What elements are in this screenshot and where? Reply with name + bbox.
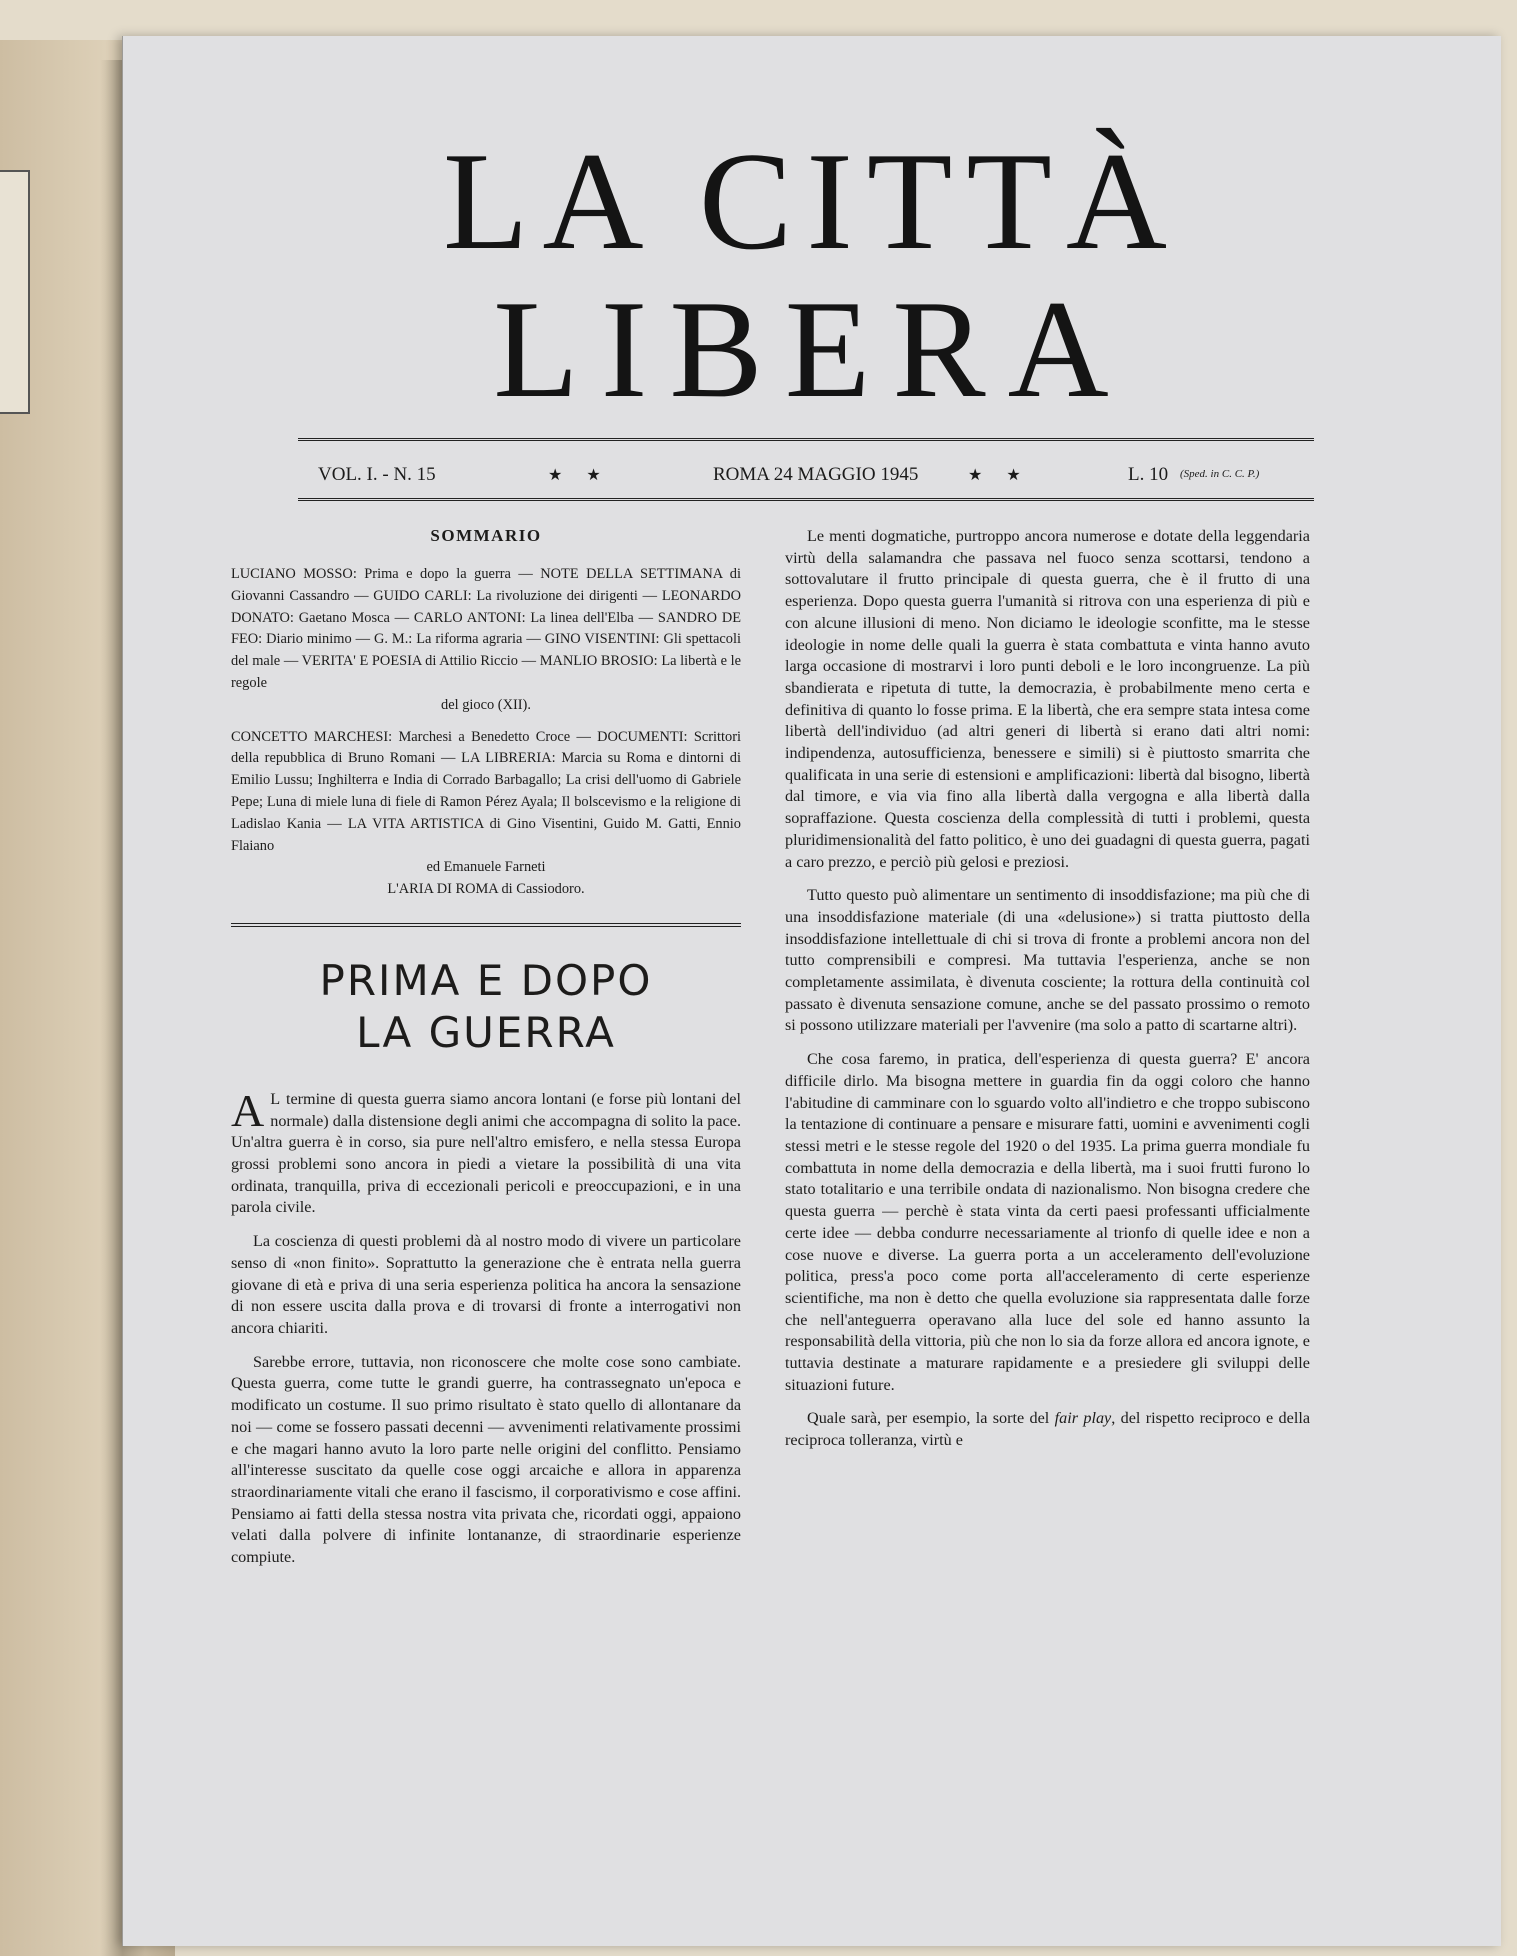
drop-cap: A: [231, 1084, 265, 1136]
sommario-p1-end: del gioco (XII).: [441, 696, 531, 713]
sommario-paragraph-1: [231, 564, 741, 717]
sommario-p2-end1: ed Emanuele Farneti: [426, 859, 546, 876]
r4-start: Quale sarà, per esempio, la sorte del: [807, 1409, 1055, 1428]
article-body-left: [231, 1084, 741, 1569]
article-paragraph-r3: Che cosa faremo, in pratica, dell'esperienza di questa guerra? E' ancora difficile dirlo. Ma bisogna mettere in guardia fin da oggi coloro che hanno l'abitudine di camminare con lo sguardo volto all'indietro e che troppo subiscono la tentazione di continuare a pensare e misurare fatti, uomini e avvenimenti cogli stessi metri e le stesse regole del 1920 o del 1935. La prima guerra mondiale fu combattuta in nome della democrazia e della libertà, ma i suoi frutti furono lo stato totalitario e una terribile ondata di nazionalismo. Non bisogna credere che questa guerra — perchè è stata vinta da certi paesi professanti ufficialmente certe idee — debba condurre necessariamente al trionfo di quelle idee e non a cose nuove e diverse. La guerra porta a un acceleramento dell'evoluzione politica, press'a poco come porta all'acceleramento di certe esperienze scientifiche, ma non è detto che quella evoluzione sia rappresentata dalle forze che nell'anteguerra operavano alla luce del sole ed hanno assunto la responsabilità della vittoria, più che non lo sia da forze allora ed ancora ignote, e tuttavia destinate a maturare rapidamente e a presiedere gli sviluppi delle situazioni future.: [785, 1050, 1310, 1394]
sommario-title: SOMMARIO: [430, 526, 542, 545]
article-title: [231, 955, 741, 1059]
article-title-line1: PRIMA E DOPO: [319, 955, 653, 1005]
right-column: [785, 526, 1310, 1464]
article-paragraph-r2: Tutto questo può alimentare un sentimento di insoddisfazione; ma più che di una insoddisfazione materiale (di una «delusione») si tratta piuttosto della insoddisfazione intellettuale di chi si trova di fronte a problemi ancora non del tutto comprensibili e compresi. Ma tuttavia l'esperienza, anche se non completamente assimilata, è divenuta cosciente; la rottura della continuità col passato è divenuta sensazione comune, anche se del passato prossimo o remoto si possono utilizzare materiali per l'avvenire (ma solo a patto di scartarne altri).: [785, 886, 1310, 1035]
star-ornament-left: ★ ★: [548, 467, 611, 484]
article-paragraph-1: [231, 1084, 741, 1219]
inserted-sheet-edge: [0, 170, 30, 414]
masthead-bottom-rule: [298, 498, 1314, 501]
dateline: [318, 464, 1318, 494]
paragraph-1-text: termine di questa guerra siamo ancora lontani (e forse più lontani del normale) dalla distensione degli animi che accompagna di solito la pace. Un'altra guerra è in corso, sia pure nell'altro emisfero, e nella stessa Europa grossi problemi sono ancora in piedi a vietare la possibilità di una vita ordinata, tranquilla, priva di eccezionali pericoli e preoccupazioni, e in una parola civile.: [231, 1089, 741, 1217]
article-paragraph-3: Sarebbe errore, tuttavia, non riconoscere che molte cose sono cambiate. Questa guerra, come tutte le grandi guerre, ha contrassegnato un'epoca e modificato un costume. Il suo primo risultato è stato quello di allontanare da noi — come se fossero passati decenni — avvenimenti relativamente prossimi e che magari hanno avuto la loro parte nelle origini del conflitto. Pensiamo all'interesse suscitato da quelle cose oggi arcaiche e allora in apparenza straordinariamente vitali che erano il fascismo, il corporativismo e cose affini. Pensiamo ai fatti della stessa nostra vita privata che, ricordati oggi, appaiono velati dalla polvere di infinite lontananze, di straordinarie esperienze compiute.: [231, 1352, 741, 1567]
sommario-paragraph-2: [231, 727, 741, 901]
sommario-p2-text: CONCETTO MARCHESI: Marchesi a Benedetto Croce — DOCUMENTI: Scrittori della repubblica di Bruno Romani — LA LIBRERIA: Marcia su Roma e dintorni di Emilio Lussu; Inghilterra e India di Corrado Barbagallo; La crisi dell'uomo di Gabriele Pepe; Luna di miele luna di fiele di Ramon Pérez Ayala; Il bolscevismo e la religione di Ladislao Kania — LA VITA ARTISTICA di Gino Visentini, Guido M. Gatti, Ennio Flaiano: [231, 728, 741, 854]
price: L. 10: [1128, 464, 1169, 485]
sommario: [231, 526, 741, 901]
article-paragraph-r1: Le menti dogmatiche, purtroppo ancora numerose e dotate della leggendaria virtù della salamandra che passava nel fuoco senza scottarsi, tendono a sottovalutare il frutto principale di questa guerra, che è il frutto di una esperienza. Dopo questa guerra l'umanità si ritrova con una esperienza di più e con alcune illusioni di meno. Non diciamo le ideologie sconfitte, ma le stesse ideologie in nome delle quali la guerra è stata combattuta e vinta hanno avuto larga occasione di mostrarvi i loro punti deboli e le loro incongruenze. La più sbandierata e ripetuta di tutte, la democrazia, è probabilmente meno certa e definitiva di quanto lo fosse prima. E la libertà, che era sempre stata intesa come libertà dell'individuo (ad altri generi di libertà si erano dati altri nomi: indipendenza, autosufficienza, benessere e simili) si è piuttosto smarrita che qualificata in una serie di estensioni e amplificazioni: libertà dal bisogno, libertà dal timore, e via via fino alla libertà dalla vergogna e alla libertà dalla sopraffazione. Questa coscienza della complessità di tutti i problemi, questa pluridimensionalità del fatto politico, è uno dei guadagni di questa guerra, pagati a caro prezzo, e perciò più gelosi e preziosi.: [785, 527, 1310, 871]
r4-italic-term: fair play: [1054, 1409, 1112, 1428]
article-paragraph-r4: [785, 1408, 1310, 1451]
shipping-note: (Sped. in C. C. P.): [1180, 468, 1260, 480]
left-column: [231, 526, 741, 1581]
masthead-top-rule: [298, 438, 1314, 441]
r4-end: , del rispetto reciproco e della reciproca tolleranza, virtù e: [785, 1409, 1311, 1450]
section-separator: [231, 923, 741, 927]
star-ornament-right: ★ ★: [968, 467, 1031, 484]
lead-smallcaps: L: [270, 1089, 282, 1108]
masthead-title-line1: LA CITTÀ: [442, 124, 1182, 279]
sommario-p2-end2: L'ARIA DI ROMA di Cassiodoro.: [387, 881, 585, 898]
newspaper-page: [122, 36, 1501, 1946]
issue-date: ROMA 24 MAGGIO 1945: [713, 464, 919, 485]
article-title-line2: LA GUERRA: [356, 1007, 616, 1057]
masthead-title-line2: LIBERA: [493, 272, 1131, 427]
sommario-p1-text: LUCIANO MOSSO: Prima e dopo la guerra — NOTE DELLA SETTIMANA di Giovanni Cassandro — GUIDO CARLI: La rivoluzione dei dirigenti — LEONARDO DONATO: Gaetano Mosca — CARLO ANTONI: La linea dell'Elba — SANDRO DE FEO: Diario minimo — G. M.: La riforma agraria — GINO VISENTINI: Gli spettacoli del male — VERITA' E POESIA di Attilio Riccio — MANLIO BROSIO: La libertà e le regole: [231, 566, 741, 691]
article-paragraph-2: La coscienza di questi problemi dà al nostro modo di vivere un particolare senso di «non finito». Soprattutto la generazione che è entrata nella guerra giovane di età e priva di una seria esperienza politica ha ancora la sensazione di non essere uscita dalla prova e di trovarsi di fronte a interrogativi non ancora chiariti.: [231, 1232, 741, 1337]
volume-number: VOL. I. - N. 15: [318, 464, 436, 485]
